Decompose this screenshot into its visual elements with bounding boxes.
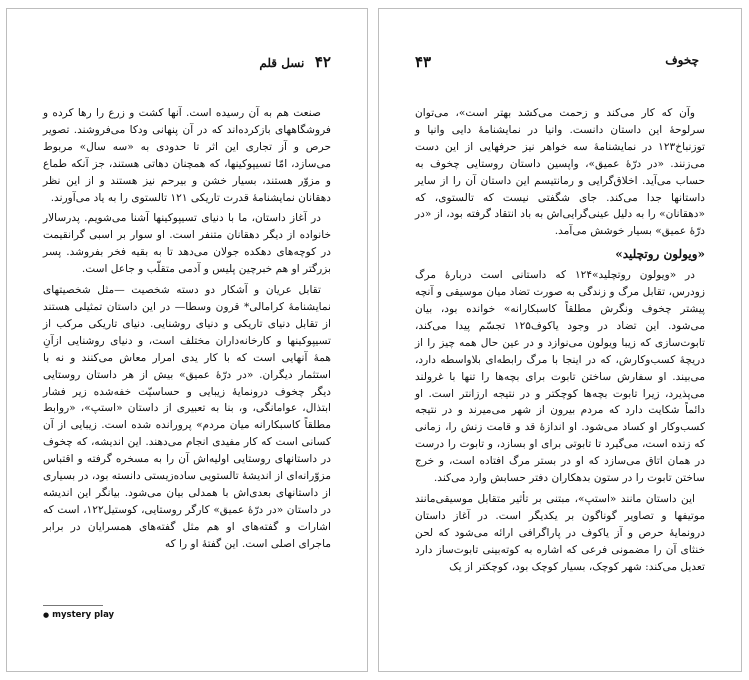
page-header (415, 53, 705, 75)
paragraph: وآن که کار می‌کند و زحمت می‌کشد بهتر است»، می‌توان سرلوحهٔ این داستان دانست. وانیا در نمایشنامهٔ دایی وانیا و توزنباخ۱۲۳ در نمایشنامهٔ سه خواهر نیز حرفهایی از این دست می‌زنند. «در درّهٔ عمیق»، واپسین داستان روستایی چخوف به حساب می‌آید. اخلاق‌گرایی و رمانتیسم این داستان آن را از سایر داستانها جدا می‌کند. جای شگفتی نیست که تالستوی، که «دهقانان» را به دلیل عینی‌گرایی‌اش به باد انتقاد گرفته بود، از «در درّهٔ عمیق» بسیار خوشش می‌آمد. (415, 107, 705, 238)
footnote: ● mystery play (43, 610, 115, 620)
running-title: نسل قلم (259, 56, 305, 70)
paragraph: تقابل عریان و آشکار دو دسته شخصیت —مثل شخصیتهای نمایشنامهٔ کرامالی* قرون وسطا— در این داستان تمثیلی هستند از تقابل دنیای تاریکی و دنیای روشنایی. دنیای تاریکی مرکب از تسیپوکینها و کارخانه‌داران مختلف است، و دنیای روشنایی ازآنِ همهٔ آنهایی است که با کار یدی امرار معاش می‌کنند و نه با استثمار دیگران. «در درّهٔ عمیق» بیش از هر داستان روستایی دیگر چخوف درونمایهٔ زیبایی و حساسیّت خفه‌شده زیر فشار ابتذال، عوامانگی، و، بنا به تعبیری از داستان «استپ»، «روابط مطلقاً کاسبکارانه میان مردم» پرورانده شده است. زیبایی از آن کسانی است که کار مفیدی انجام می‌دهند. این اندیشه، که چخوف در داستانهای روستایی اولیه‌اش آن را به مسخره گرفته و اقتباس مزوّرانه‌ای از اندیشهٔ تالستویی ساده‌زیستی دانسته بود، در بسیاری از داستانهای بعدی‌اش با همدلی بیان می‌شود. بیانگر این اندیشه در داستان «در درّهٔ عمیق» کارگر روستایی، کوستیل۱۲۲، است که اشارات و گفته‌های او هم مثل گفته‌های همسرایان در برابر ماجرای اصلی است. این گفتهٔ او را که (43, 284, 331, 550)
paragraph: این داستان مانند «استپ»، مبتنی بر تأثیر متقابل موسیقی‌مانند موتیفها و تصاویر گوناگون بر یکدیگر است. در آغاز داستان درونمایهٔ حرص و آز یاکوف در پاراگرافی ارائه می‌شود که لحن خنثای آن را مضمونی فرعی که اشاره به کوته‌بینی تابوت‌ساز دارد تعدیل می‌کند: شهر کوچک، بسیار کوچک بود، کوچکتر از یک (415, 492, 705, 573)
page-number: ۴۲ (314, 53, 331, 71)
footnote-separator (43, 605, 103, 606)
paragraph: در «ویولون روتچلید»۱۲۴ که داستانی است دربارهٔ مرگ زودرس، تقابل مرگ و زندگی به صورت تضاد میان موسیقی و آنچه پیشتر چخوف ونگرش مطلقاً کاسبکارانه» خوانده بود، بیان می‌شود. این تضاد در وجود یاکوف۱۲۵ تجسّم پیدا می‌کند، تابوت‌سازی که زیبا ویولون می‌نوازد و در عین حال همه چیز را از دریچهٔ کسب‌وکارش، که در اینجا با مرگ رابطه‌ای بلاواسطه دارد، می‌بیند. او سفارش ساختن تابوت برای بچه‌ها را تنها با غرولند می‌پذیرد، زیرا تابوت بچه‌ها کوچکتر و در نتیجه ارزانتر است. او دائماً شکایت دارد که مردم بیرون از شهر می‌میرند و در نتیجه کسب‌وکار او کساد می‌شود. او اندازهٔ قد و قامت زنش را، زمانی که زنده است، می‌گیرد تا تابوتی برای او بسازد، و تابوت را درست در همان اتاق می‌سازد که او در بستر مرگ افتاده است، و خرج ساختن تابوت را در ستون بدهکاران دفتر حسابش وارد می‌کند. (415, 269, 705, 485)
right-book-page (378, 8, 742, 672)
section-heading: «ویولون روتچلید» (615, 247, 705, 262)
page-header (43, 53, 331, 75)
page-body (415, 105, 705, 579)
left-book-page (6, 8, 368, 672)
paragraph: صنعت هم به آن رسیده است. آنها کشت و زرع را رها کرده و فروشگاههای بازکرده‌اند که در آن پنهانی ودکا می‌فروشند. تصویر حرص و آز تجاری این اثر تا حدودی به «سه سال» مربوط می‌سازد، امّا تسیپوکینها، که همچنان دهاتی هستند، جز آنکه طماع و مزوّر هستند، بسیار خشن و بیرحم نیز هستند و از این نظر دهقانان نمایشنامهٔ قدرت تاریکی ۱۲۱ تالستوی را به یاد می‌آورند. (43, 107, 331, 204)
paragraph: در آغاز داستان، ما با دنیای تسیپوکینها آشنا می‌شویم. پدرسالار خانواده از دیگر دهقانان متنفر است. او سوار بر اسبی گرانقیمت در کوچه‌های دهکده جولان می‌دهد تا به بقیه فخر بفروشد. پسر بزرگتر او هم خبرچین پلیس و آدمی متقلّب و جاعل است. (43, 212, 331, 276)
bullet-icon: ● (43, 611, 50, 619)
page-body (43, 105, 331, 557)
running-title: چخوف (665, 53, 699, 67)
page-number: ۴۳ (415, 53, 432, 71)
